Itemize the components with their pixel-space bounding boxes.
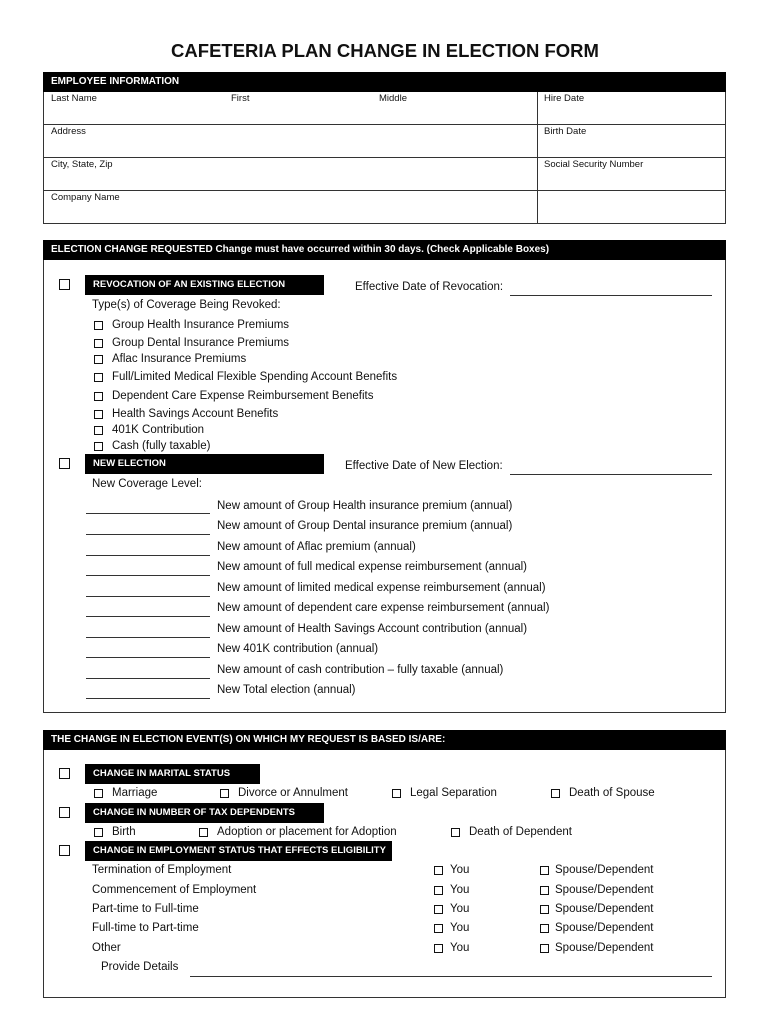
spouse-dependent-label: Spouse/Dependent xyxy=(555,903,654,915)
amount-input[interactable] xyxy=(86,513,210,514)
form-title: CAFETERIA PLAN CHANGE IN ELECTION FORM xyxy=(171,40,599,61)
spouse-dependent-label: Spouse/Dependent xyxy=(555,942,654,954)
last-name-field[interactable]: Last Name xyxy=(51,93,97,104)
tax-dependents-checkbox[interactable] xyxy=(59,807,70,818)
ssn-field[interactable]: Social Security Number xyxy=(544,159,644,170)
employment-row-label: Commencement of Employment xyxy=(92,884,257,896)
employment-status-checkbox[interactable] xyxy=(59,845,70,856)
you-checkbox[interactable] xyxy=(434,886,443,895)
revocation-date-input[interactable] xyxy=(510,295,712,296)
new-coverage-level-label: New Coverage Level: xyxy=(92,478,202,490)
new-election-date-label: Effective Date of New Election: xyxy=(345,460,503,472)
amount-label: New amount of Group Dental insurance premium (annual) xyxy=(217,520,513,532)
you-checkbox[interactable] xyxy=(434,924,443,933)
marital-option: Marriage xyxy=(112,787,158,799)
amount-input[interactable] xyxy=(86,596,210,597)
divider xyxy=(43,124,726,125)
spouse-dependent-label: Spouse/Dependent xyxy=(555,922,654,934)
amount-input[interactable] xyxy=(86,698,210,699)
amount-input[interactable] xyxy=(86,637,210,638)
divider xyxy=(43,190,726,191)
type-label: Health Savings Account Benefits xyxy=(112,408,279,420)
amount-label: New amount of dependent care expense reimbursement (annual) xyxy=(217,602,550,614)
first-name-field[interactable]: First xyxy=(231,93,250,104)
election-change-header: ELECTION CHANGE REQUESTED Change must have occurred within 30 days. (Check Applicable Boxes) xyxy=(43,240,726,260)
birth-date-field[interactable]: Birth Date xyxy=(544,126,587,137)
amount-label: New amount of cash contribution – fully taxable (annual) xyxy=(217,664,504,676)
you-checkbox[interactable] xyxy=(434,944,443,953)
hire-date-field[interactable]: Hire Date xyxy=(544,93,585,104)
marital-option: Legal Separation xyxy=(410,787,497,799)
spouse-dependent-checkbox[interactable] xyxy=(540,905,549,914)
dependent-option: Birth xyxy=(112,826,136,838)
city-state-zip-field[interactable]: City, State, Zip xyxy=(51,159,113,170)
death-of-dependent-checkbox[interactable] xyxy=(451,828,460,837)
employment-row-label: Termination of Employment xyxy=(92,864,232,876)
divider xyxy=(537,92,538,224)
amount-label: New 401K contribution (annual) xyxy=(217,643,379,655)
legal-separation-checkbox[interactable] xyxy=(392,789,401,798)
adoption-checkbox[interactable] xyxy=(199,828,208,837)
middle-name-field[interactable]: Middle xyxy=(379,93,407,104)
amount-input[interactable] xyxy=(86,555,210,556)
group-health-checkbox[interactable] xyxy=(94,321,103,330)
provide-details-input[interactable] xyxy=(190,976,712,977)
type-label: Group Dental Insurance Premiums xyxy=(112,337,290,349)
aflac-checkbox[interactable] xyxy=(94,355,103,364)
you-checkbox[interactable] xyxy=(434,866,443,875)
amount-label: New amount of Group Health insurance premium (annual) xyxy=(217,500,513,512)
divorce-checkbox[interactable] xyxy=(220,789,229,798)
revocation-checkbox[interactable] xyxy=(59,279,70,290)
spouse-dependent-checkbox[interactable] xyxy=(540,944,549,953)
amount-input[interactable] xyxy=(86,616,210,617)
type-label: Cash (fully taxable) xyxy=(112,440,211,452)
amount-label: New amount of limited medical expense reimbursement (annual) xyxy=(217,582,546,594)
new-election-checkbox[interactable] xyxy=(59,458,70,469)
hsa-checkbox[interactable] xyxy=(94,410,103,419)
type-label: Full/Limited Medical Flexible Spending Account Benefits xyxy=(112,371,398,383)
type-label: Aflac Insurance Premiums xyxy=(112,353,247,365)
you-checkbox[interactable] xyxy=(434,905,443,914)
amount-input[interactable] xyxy=(86,575,210,576)
employee-info-header: EMPLOYEE INFORMATION xyxy=(43,72,726,92)
spouse-dependent-label: Spouse/Dependent xyxy=(555,864,654,876)
dependent-option: Adoption or placement for Adoption xyxy=(217,826,397,838)
company-name-field[interactable]: Company Name xyxy=(51,192,120,203)
you-label: You xyxy=(450,942,470,954)
amount-label: New amount of Health Savings Account contribution (annual) xyxy=(217,623,528,635)
types-revoked-label: Type(s) of Coverage Being Revoked: xyxy=(92,299,281,311)
cash-checkbox[interactable] xyxy=(94,442,103,451)
group-dental-checkbox[interactable] xyxy=(94,339,103,348)
amount-input[interactable] xyxy=(86,678,210,679)
you-label: You xyxy=(450,864,470,876)
amount-label: New amount of full medical expense reimbursement (annual) xyxy=(217,561,528,573)
amount-label: New Total election (annual) xyxy=(217,684,356,696)
spouse-dependent-checkbox[interactable] xyxy=(540,866,549,875)
employment-status-label: CHANGE IN EMPLOYMENT STATUS THAT EFFECTS ELIGIBILITY xyxy=(85,841,392,861)
type-label: Dependent Care Expense Reimbursement Benefits xyxy=(112,390,374,402)
you-label: You xyxy=(450,922,470,934)
revocation-date-label: Effective Date of Revocation: xyxy=(355,281,504,293)
employment-row-label: Full-time to Part-time xyxy=(92,922,199,934)
events-header: THE CHANGE IN ELECTION EVENT(S) ON WHICH MY REQUEST IS BASED IS/ARE: xyxy=(43,730,726,750)
marriage-checkbox[interactable] xyxy=(94,789,103,798)
amount-input[interactable] xyxy=(86,534,210,535)
tax-dependents-label: CHANGE IN NUMBER OF TAX DEPENDENTS xyxy=(85,803,324,823)
amount-label: New amount of Aflac premium (annual) xyxy=(217,541,416,553)
you-label: You xyxy=(450,884,470,896)
type-label: Group Health Insurance Premiums xyxy=(112,319,290,331)
amount-input[interactable] xyxy=(86,657,210,658)
spouse-dependent-checkbox[interactable] xyxy=(540,924,549,933)
you-label: You xyxy=(450,903,470,915)
death-of-spouse-checkbox[interactable] xyxy=(551,789,560,798)
marital-status-label: CHANGE IN MARITAL STATUS xyxy=(85,764,260,784)
employment-row-label: Part-time to Full-time xyxy=(92,903,199,915)
employment-row-label: Other xyxy=(92,942,121,954)
type-label: 401K Contribution xyxy=(112,424,205,436)
divider xyxy=(43,157,726,158)
birth-checkbox[interactable] xyxy=(94,828,103,837)
address-field[interactable]: Address xyxy=(51,126,86,137)
spouse-dependent-checkbox[interactable] xyxy=(540,886,549,895)
dependent-care-checkbox[interactable] xyxy=(94,392,103,401)
fsa-checkbox[interactable] xyxy=(94,373,103,382)
revocation-label: REVOCATION OF AN EXISTING ELECTION xyxy=(85,275,324,295)
spouse-dependent-label: Spouse/Dependent xyxy=(555,884,654,896)
marital-status-checkbox[interactable] xyxy=(59,768,70,779)
marital-option: Death of Spouse xyxy=(569,787,655,799)
new-election-date-input[interactable] xyxy=(510,474,712,475)
dependent-option: Death of Dependent xyxy=(469,826,572,838)
new-election-label: NEW ELECTION xyxy=(85,454,324,474)
401k-checkbox[interactable] xyxy=(94,426,103,435)
marital-option: Divorce or Annulment xyxy=(238,787,348,799)
provide-details-label: Provide Details xyxy=(101,961,179,973)
